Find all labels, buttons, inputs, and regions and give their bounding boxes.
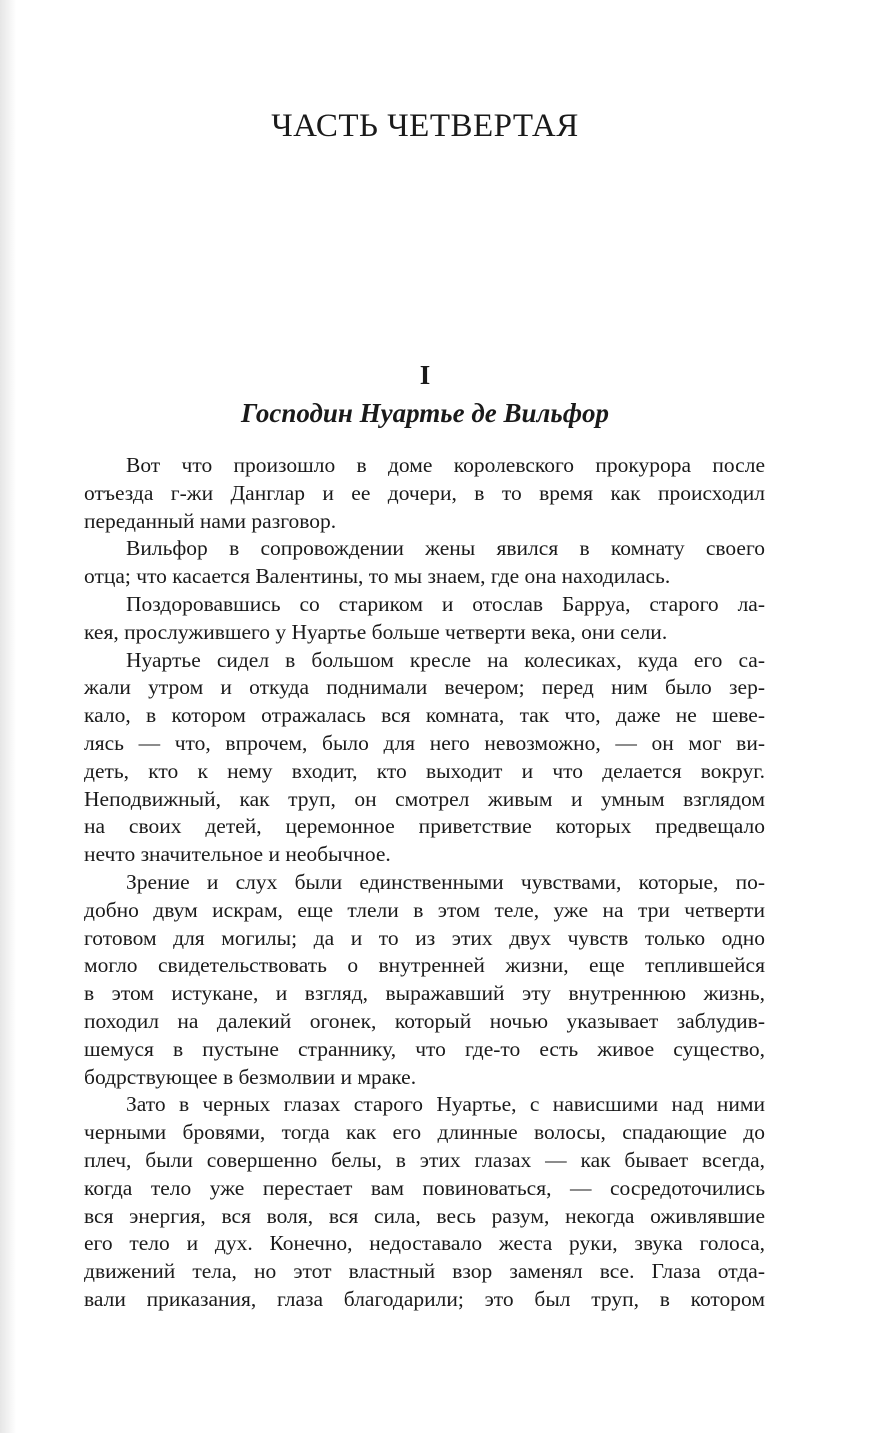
text-line: Неподвижный, как труп, он смотрел живым и умным взглядом	[84, 786, 765, 811]
text-line: в этом истукане, и взгляд, выражавший эту внутреннюю жизнь,	[84, 981, 765, 1006]
text-line: бодрствующее в безмолвии и мраке.	[84, 1064, 417, 1089]
text-line: походил на далекий огонек, который ночью указывает заблудив-	[84, 1008, 765, 1033]
part-title: ЧАСТЬ ЧЕТВЕРТАЯ	[271, 108, 579, 144]
text-line: Зрение и слух были единственными чувствами, которые, по-	[126, 869, 765, 894]
text-line: лясь — что, впрочем, было для него невозможно, — он мог ви-	[84, 730, 765, 755]
text-line: готовом для могилы; да и то из этих двух чувств только одно	[84, 925, 765, 950]
chapter-body-text	[84, 452, 765, 1314]
text-line: нечто значительное и необычное.	[84, 842, 391, 867]
text-line: Вильфор в сопровождении жены явился в комнату своего	[126, 536, 765, 561]
text-line: могло свидетельствовать о внутренней жизни, еще теплившейся	[84, 953, 765, 978]
text-line: на своих детей, церемонное приветствие которых предвещало	[84, 814, 765, 839]
paragraph	[84, 1091, 765, 1313]
text-line: отъезда г-жи Данглар и ее дочери, в то время как происходил	[84, 480, 765, 505]
text-line: вся энергия, вся воля, вся сила, весь разум, некогда оживлявшие	[84, 1203, 765, 1228]
chapter-title: Господин Нуартье де Вильфор	[240, 398, 610, 428]
text-line: Нуартье сидел в большом кресле на колесиках, куда его са-	[126, 647, 765, 672]
paragraph	[84, 647, 765, 869]
paragraph	[84, 535, 765, 591]
text-line: кало, в котором отражалась вся комната, так что, даже не шеве-	[84, 703, 765, 728]
paragraph	[84, 452, 765, 535]
text-line: деть, кто к нему входит, кто выходит и что делается вокруг.	[84, 758, 765, 783]
text-line: движений тела, но этот властный взор заменял все. Глаза отда-	[84, 1259, 765, 1284]
text-line: шемуся в пустыне страннику, что где-то есть живое существо,	[84, 1036, 765, 1061]
text-line: его тело и дух. Конечно, недоставало жеста руки, звука голоса,	[84, 1231, 765, 1256]
text-line: вали приказания, глаза благодарили; это был труп, в котором	[84, 1286, 765, 1311]
text-line: плеч, были совершенно белы, в этих глазах — как бывает всегда,	[84, 1147, 765, 1172]
text-line: Зато в черных глазах старого Нуартье, с нависшими над ними	[126, 1092, 765, 1117]
text-line: черными бровями, тогда как его длинные волосы, спадающие до	[84, 1120, 765, 1145]
text-line: переданный нами разговор.	[84, 508, 337, 533]
text-line: жали утром и откуда поднимали вечером; перед ним было зер-	[84, 675, 765, 700]
text-line: когда тело уже перестает вам повиноваться, — сосредоточились	[84, 1175, 765, 1200]
text-line: отца; что касается Валентины, то мы знаем, где она находилась.	[84, 564, 671, 589]
chapter-number: I	[419, 360, 431, 390]
text-line: кея, прослужившего у Нуартье больше четверти века, они сели.	[84, 619, 668, 644]
text-line: Вот что произошло в доме королевского прокурора после	[126, 453, 765, 477]
text-line: добно двум искрам, еще тлели в этом теле, уже на три четверти	[84, 897, 765, 922]
text-line: Поздоровавшись со стариком и отослав Барруа, старого ла-	[126, 591, 765, 616]
paragraph	[84, 869, 765, 1091]
paragraph	[84, 591, 765, 647]
